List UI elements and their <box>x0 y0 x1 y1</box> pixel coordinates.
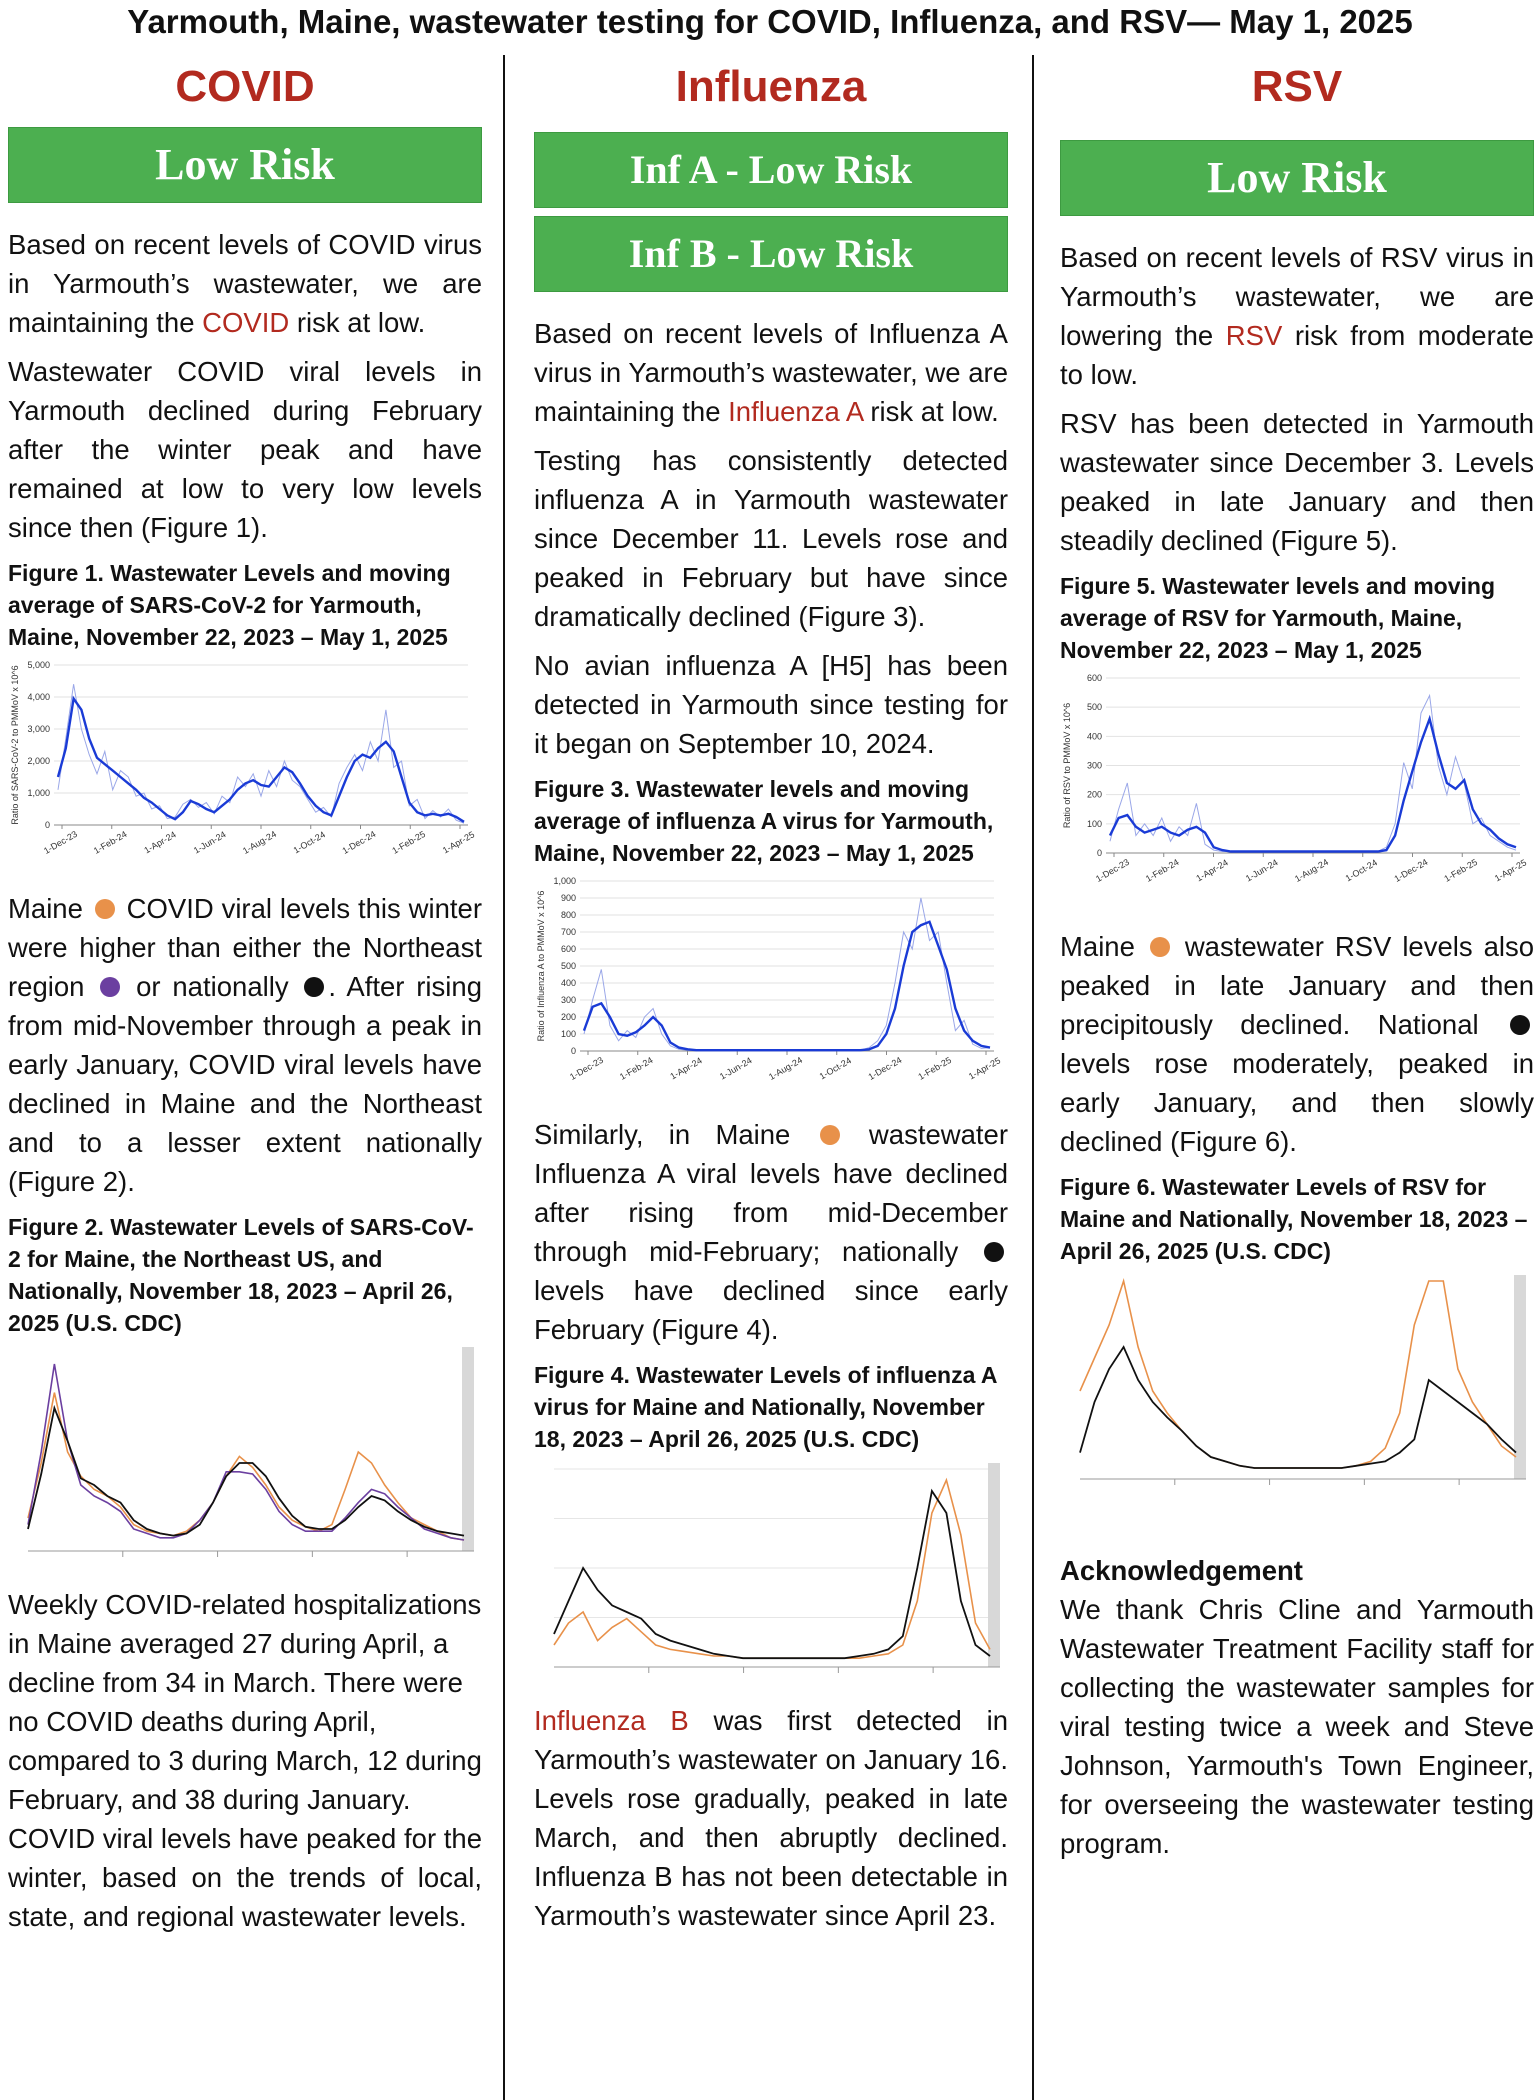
flu-paragraph-1: Based on recent levels of Influenza A virus in Yarmouth’s wastewater, we are maintaining the Influenza A risk at low. <box>534 318 1008 427</box>
raw-series-line <box>58 684 464 823</box>
figure-3-chart <box>534 873 1008 1103</box>
maine-dot-icon <box>95 899 115 919</box>
y-tick-label: 0 <box>570 1046 576 1056</box>
y-tick-label: 400 <box>560 978 576 988</box>
maine-series-line <box>554 1480 990 1658</box>
covid-risk-banner: Low Risk <box>8 127 482 203</box>
y-tick-label: 2,000 <box>27 756 50 766</box>
national-dot-icon <box>1510 1015 1530 1035</box>
y-tick-label: 400 <box>1086 731 1102 742</box>
covid-link-text: COVID <box>202 307 290 338</box>
flu-paragraph-2: Testing has consistently detected influenza A in Yarmouth wastewater since December 11. Levels rose and peaked in February but have since dramatically declined (Figure 3). <box>534 445 1008 632</box>
national-series-line <box>554 1491 990 1658</box>
x-tick-label: 1-Jun-24 <box>191 829 228 856</box>
y-tick-label: 1,000 <box>553 876 576 886</box>
recent-data-band <box>462 1347 474 1551</box>
rsv-column <box>1060 55 1534 1873</box>
x-tick-label: 1-Dec-23 <box>41 828 80 856</box>
x-tick-label: 1-Dec-24 <box>1392 856 1430 884</box>
x-tick-label: 1-Jun-24 <box>717 1055 754 1082</box>
covid-paragraph-1: Based on recent levels of COVID virus in Yarmouth’s wastewater, we are maintaining the COVID risk at low. <box>8 229 482 338</box>
national-series-line <box>28 1408 464 1536</box>
y-tick-label: 100 <box>560 1029 576 1039</box>
x-tick-label: 1-Feb-25 <box>916 1054 954 1082</box>
x-tick-label: 1-Oct-24 <box>817 1055 853 1082</box>
figure-2-chart <box>8 1343 482 1573</box>
flu-paragraph-4: Similarly, in Maine wastewater Influenza A viral levels have declined after rising from mid-December through mid-February; nationally levels have declined since early February (Figure 4). <box>534 1119 1009 1345</box>
page-title: Yarmouth, Maine, wastewater testing for COVID, Influenza, and RSV— May 1, 2025 <box>127 3 1413 40</box>
y-tick-label: 0 <box>44 820 50 830</box>
covid-paragraph-5: COVID viral levels have peaked for the winter, based on the trends of local, state, and regional wastewater levels. <box>8 1823 482 1932</box>
flu-heading: Influenza <box>675 62 867 111</box>
x-tick-label: 1-Feb-24 <box>617 1054 655 1082</box>
maine-series-line <box>1080 1281 1516 1468</box>
x-tick-label: 1-Apr-24 <box>668 1055 704 1082</box>
y-axis-label: Ratio of SARS-CoV-2 to PMMoV x 10^6 <box>10 665 20 825</box>
x-tick-label: 1-Oct-24 <box>1343 857 1379 884</box>
x-tick-label: 1-Apr-25 <box>1492 857 1529 884</box>
acknowledgement-heading: Acknowledgement <box>1060 1555 1303 1586</box>
y-tick-label: 1,000 <box>27 788 50 798</box>
y-tick-label: 300 <box>1086 760 1102 771</box>
figure-6-caption: Figure 6. Wastewater Levels of RSV for Maine and Nationally, November 18, 2023 – April 26, 2025 (U.S. CDC) <box>1060 1174 1528 1264</box>
x-tick-label: 1-Dec-23 <box>567 1054 606 1082</box>
figure-5-caption: Figure 5. Wastewater levels and moving average of RSV for Yarmouth, Maine, November 22, 2023 – May 1, 2025 <box>1060 573 1496 663</box>
x-tick-label: 1-Jun-24 <box>1243 857 1280 884</box>
x-tick-label: 1-Aug-24 <box>240 828 279 856</box>
maine-dot-icon <box>1150 937 1170 957</box>
y-tick-label: 0 <box>1096 848 1102 858</box>
x-tick-label: 1-Feb-25 <box>390 828 428 856</box>
flu-a-risk-banner: Inf A - Low Risk <box>534 132 1008 208</box>
moving-average-line <box>58 699 464 822</box>
x-tick-label: 1-Dec-23 <box>1093 856 1132 884</box>
column-divider-right <box>1032 55 1034 2100</box>
raw-series-line <box>1110 696 1516 852</box>
northeast-dot-icon <box>100 977 120 997</box>
y-tick-label: 800 <box>560 910 576 920</box>
figure-3-caption: Figure 3. Wastewater levels and moving average of influenza A virus for Yarmouth, Maine, November 22, 2023 – May 1, 2025 <box>534 776 994 866</box>
figure-6-chart <box>1060 1271 1534 1501</box>
national-dot-icon <box>304 977 324 997</box>
y-tick-label: 3,000 <box>27 724 50 734</box>
y-tick-label: 5,000 <box>27 660 50 670</box>
figure-4-chart <box>534 1459 1008 1689</box>
covid-paragraph-2: Wastewater COVID viral levels in Yarmouth declined during February after the winter peak and have remained at low to very low levels since then (Figure 1). <box>8 356 482 543</box>
moving-average-line <box>584 922 990 1050</box>
x-tick-label: 1-Feb-24 <box>91 828 129 856</box>
x-tick-label: 1-Aug-24 <box>766 1054 805 1082</box>
column-divider-left <box>503 55 505 2100</box>
national-series-line <box>1080 1347 1516 1468</box>
x-tick-label: 1-Apr-24 <box>1194 857 1230 884</box>
y-tick-label: 500 <box>1086 702 1102 713</box>
covid-heading: COVID <box>175 62 315 111</box>
figure-5-chart <box>1060 670 1534 905</box>
x-tick-label: 1-Apr-25 <box>440 829 477 856</box>
rsv-risk-banner: Low Risk <box>1060 140 1534 216</box>
moving-average-line <box>1110 719 1516 852</box>
y-axis-label: Ratio of RSV to PMMoV x 10^6 <box>1062 702 1072 829</box>
rsv-heading: RSV <box>1251 62 1343 111</box>
figure-2-caption: Figure 2. Wastewater Levels of SARS-CoV-2 for Maine, the Northeast US, and Nationally, November 18, 2023 – April 26, 2025 (U.S. CDC) <box>8 1214 474 1336</box>
national-dot-icon <box>984 1242 1004 1262</box>
figure-1-caption: Figure 1. Wastewater Levels and moving average of SARS-CoV-2 for Yarmouth, Maine, November 22, 2023 – May 1, 2025 <box>8 560 451 650</box>
x-tick-label: 1-Oct-24 <box>291 829 327 856</box>
flu-paragraph-5: Influenza B was first detected in Yarmouth’s wastewater on January 16. Levels rose gradually, peaked in late March, and then abruptly declined. Influenza B has not been detectable in Yarmouth’s wastewater since April 23. <box>534 1705 1008 1931</box>
x-tick-label: 1-Aug-24 <box>1292 856 1331 884</box>
x-tick-label: 1-Apr-25 <box>966 1055 1003 1082</box>
figure-4-caption: Figure 4. Wastewater Levels of influenza A virus for Maine and Nationally, November 18, 2023 – April 26, 2025 (U.S. CDC) <box>534 1362 997 1452</box>
y-tick-label: 900 <box>560 893 576 903</box>
maine-series-line <box>28 1393 464 1540</box>
y-tick-label: 200 <box>1086 789 1102 800</box>
y-axis-label: Ratio of Influenza A to PMMoV x 10^6 <box>536 890 546 1042</box>
covid-paragraph-3: Maine COVID viral levels this winter were higher than either the Northeast region or nationally . After rising from mid-November through a peak in early January, COVID viral levels have declined in Maine and the Northeast and to a lesser extent nationally (Figure 2). <box>8 893 483 1197</box>
northeast-series-line <box>28 1364 464 1540</box>
y-tick-label: 200 <box>560 1012 576 1022</box>
y-tick-label: 500 <box>560 961 576 971</box>
flu-paragraph-3: No avian influenza A [H5] has been detected in Yarmouth since testing for it began on September 10, 2024. <box>534 650 1008 759</box>
x-tick-label: 1-Apr-24 <box>142 829 178 856</box>
y-tick-label: 4,000 <box>27 692 50 702</box>
y-tick-label: 300 <box>560 995 576 1005</box>
x-tick-label: 1-Dec-24 <box>866 1054 904 1082</box>
acknowledgement-body: We thank Chris Cline and Yarmouth Wastewater Treatment Facility staff for collecting the wastewater samples for viral testing twice a week and Steve Johnson, Yarmouth's Town Engineer, for overseeing the wastewater testing program. <box>1060 1594 1534 1859</box>
figure-1-chart <box>8 657 482 877</box>
flu-b-risk-banner: Inf B - Low Risk <box>534 216 1008 292</box>
x-tick-label: 1-Feb-25 <box>1442 856 1480 884</box>
flu-column <box>534 55 1008 1945</box>
y-tick-label: 100 <box>1086 818 1102 829</box>
y-tick-label: 600 <box>1086 673 1102 683</box>
x-tick-label: 1-Dec-24 <box>340 828 378 856</box>
y-tick-label: 600 <box>560 944 576 954</box>
rsv-paragraph-2: RSV has been detected in Yarmouth wastewater since December 3. Levels peaked in late January and then steadily declined (Figure 5). <box>1060 408 1534 556</box>
recent-data-band <box>1514 1275 1526 1479</box>
rsv-paragraph-1: Based on recent levels of RSV virus in Yarmouth’s wastewater, we are lowering the RSV risk from moderate to low. <box>1060 242 1534 390</box>
recent-data-band <box>988 1463 1000 1667</box>
x-tick-label: 1-Feb-24 <box>1143 856 1181 884</box>
rsv-paragraph-3: Maine wastewater RSV levels also peaked in late January and then precipitously declined. National levels rose moderately, peaked in early January, and then slowly declined (Figure 6). <box>1060 931 1535 1157</box>
y-tick-label: 700 <box>560 927 576 937</box>
covid-paragraph-4: Weekly COVID-related hospitalizations in Maine averaged 27 during April, a decline from 34 in March. There were no COVID deaths during April, compared to 3 during March, 12 during February, and 38 during January. <box>8 1589 482 1815</box>
maine-dot-icon <box>820 1125 840 1145</box>
covid-column <box>8 55 482 1946</box>
